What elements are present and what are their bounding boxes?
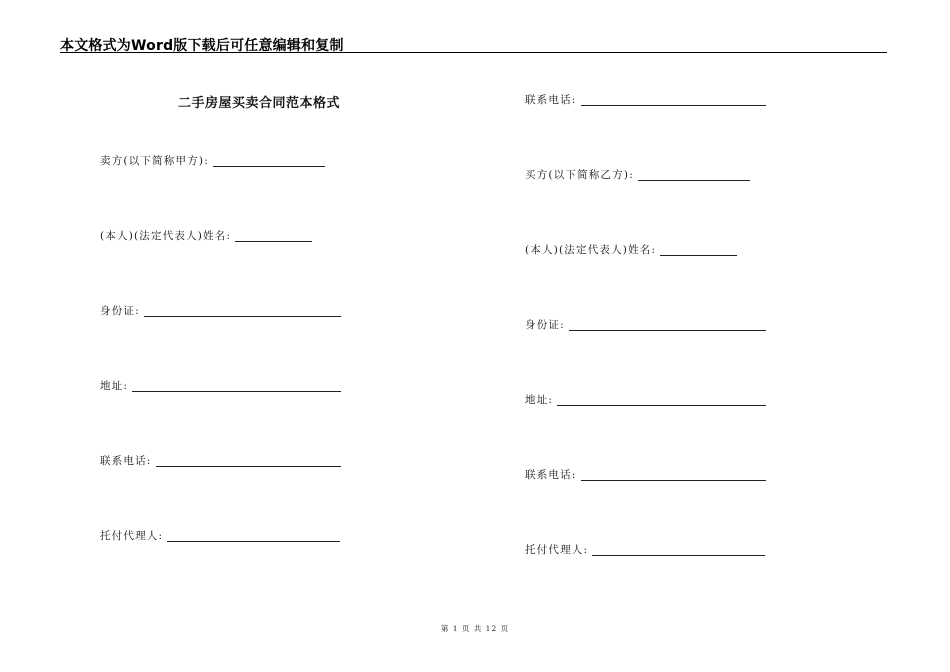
seller-phone-field [100, 452, 341, 468]
buyer-name-blank[interactable] [660, 243, 737, 256]
buyer-id-blank[interactable] [569, 318, 766, 331]
seller-id-blank[interactable] [144, 304, 341, 317]
page-number-footer: 第 1 页 共 12 页 [440, 624, 510, 633]
buyer-id-label: 身份证: [525, 319, 565, 331]
seller-field [100, 152, 325, 168]
seller-name-field [100, 227, 312, 243]
header-divider [60, 52, 887, 53]
seller-name-blank[interactable] [235, 229, 312, 242]
seller-id-field [100, 302, 341, 318]
seller-phone-label: 联系电话: [100, 455, 152, 467]
buyer-agent-field [525, 541, 765, 557]
seller-address-label: 地址: [100, 380, 129, 392]
seller-phone-continued-field [525, 91, 766, 107]
seller-address-field [100, 377, 341, 393]
buyer-agent-blank[interactable] [592, 543, 765, 556]
seller-blank[interactable] [213, 154, 325, 167]
buyer-phone-label: 联系电话: [525, 469, 577, 481]
buyer-address-field [525, 391, 766, 407]
seller-phone-blank[interactable] [156, 454, 341, 467]
buyer-id-field [525, 316, 766, 332]
buyer-phone-field [525, 466, 766, 482]
seller-label: 卖方(以下简称甲方): [100, 155, 209, 167]
buyer-agent-label: 托付代理人: [525, 544, 589, 556]
seller-agent-label: 托付代理人: [100, 530, 164, 542]
buyer-address-blank[interactable] [557, 393, 766, 406]
document-title: 二手房屋买卖合同范本格式 [178, 96, 341, 111]
buyer-blank[interactable] [638, 168, 750, 181]
seller-phone-continued-blank[interactable] [581, 93, 766, 106]
seller-phone-continued-label: 联系电话: [525, 94, 577, 106]
seller-id-label: 身份证: [100, 305, 140, 317]
buyer-label: 买方(以下简称乙方): [525, 169, 634, 181]
buyer-phone-blank[interactable] [581, 468, 766, 481]
seller-agent-field [100, 527, 340, 543]
seller-address-blank[interactable] [132, 379, 341, 392]
seller-name-label: (本人)(法定代表人)姓名: [100, 230, 232, 242]
page-header-banner: 本文格式为Word版下载后可任意编辑和复制 [60, 38, 344, 54]
buyer-name-field [525, 241, 737, 257]
seller-agent-blank[interactable] [167, 529, 340, 542]
buyer-field [525, 166, 750, 182]
buyer-address-label: 地址: [525, 394, 554, 406]
buyer-name-label: (本人)(法定代表人)姓名: [525, 244, 657, 256]
